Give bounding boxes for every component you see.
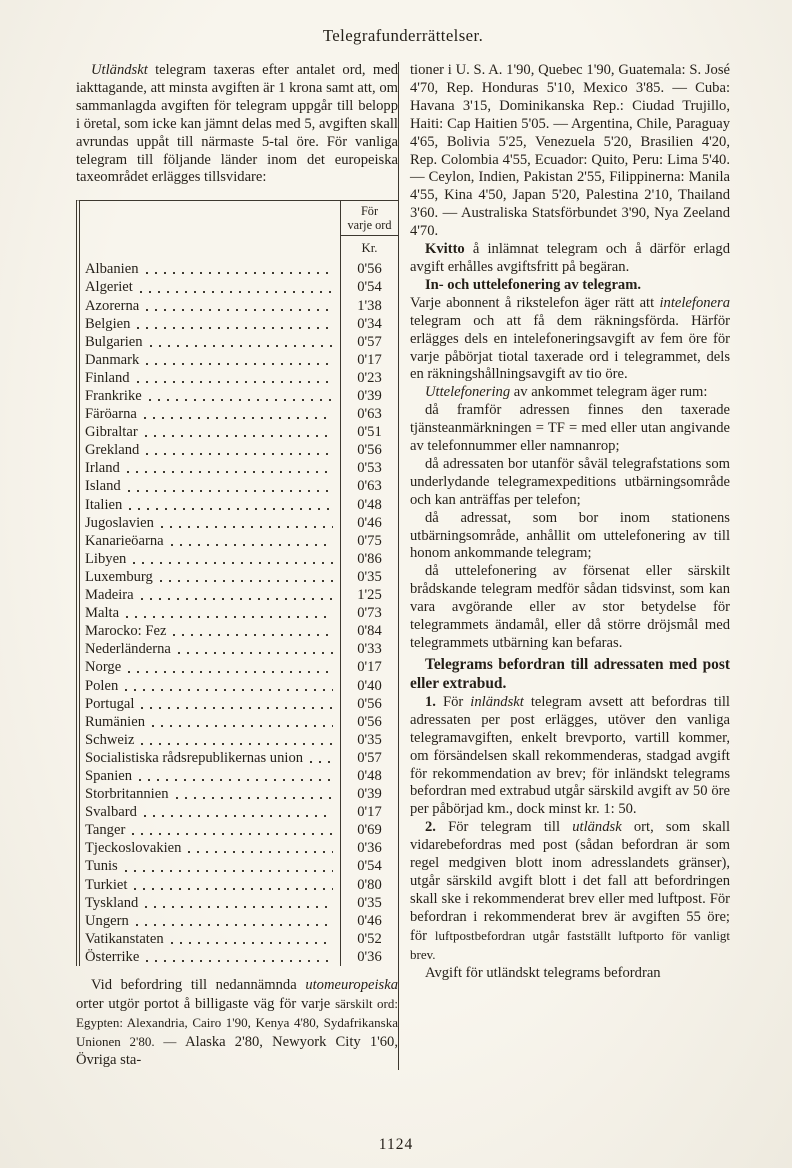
rate-row xyxy=(80,912,398,930)
country-cell xyxy=(80,658,340,676)
rate-row xyxy=(80,387,398,405)
country-name: Madeira xyxy=(85,587,134,604)
dot-leader xyxy=(137,381,333,383)
uttelefonering-case-1 xyxy=(410,402,730,456)
unit-spacer xyxy=(80,236,340,260)
rate-row xyxy=(80,514,398,532)
dot-leader xyxy=(173,634,333,636)
dot-leader xyxy=(171,942,333,944)
italic-run: utländsk xyxy=(572,819,622,836)
dot-leader xyxy=(140,291,333,293)
rate-row xyxy=(80,297,398,315)
per-word-header-cell xyxy=(340,201,398,236)
dot-leader xyxy=(161,526,333,528)
dot-leader xyxy=(141,743,333,745)
dot-leader xyxy=(128,490,333,492)
rate-row xyxy=(80,333,398,351)
dot-leader xyxy=(160,580,333,582)
rate-row xyxy=(80,876,398,894)
rate-value: 0'39 xyxy=(340,387,398,405)
dot-leader xyxy=(129,508,333,510)
rate-row xyxy=(80,948,398,966)
intelefonering-paragraph xyxy=(410,295,730,385)
country-cell xyxy=(80,550,340,568)
country-name: Italien xyxy=(85,496,123,513)
rate-row xyxy=(80,622,398,640)
rate-value: 0'17 xyxy=(340,351,398,369)
italic-run: utomeuropeiska xyxy=(305,977,398,993)
country-cell xyxy=(80,930,340,948)
country-cell xyxy=(80,423,340,441)
rate-row xyxy=(80,532,398,550)
country-name: Belgien xyxy=(85,315,131,332)
text-run: Varje abonnent å rikstelefon äger rätt att xyxy=(410,294,660,311)
country-cell xyxy=(80,622,340,640)
country-name: Luxemburg xyxy=(85,568,153,585)
dot-leader xyxy=(125,870,333,872)
section-heading-befordran xyxy=(410,655,730,693)
dot-leader xyxy=(141,598,333,600)
italic-run: Utländskt xyxy=(91,62,148,78)
dot-leader xyxy=(146,363,333,365)
country-name: Norge xyxy=(85,659,122,676)
rate-row xyxy=(80,713,398,731)
country-cell xyxy=(80,459,340,477)
rate-row xyxy=(80,821,398,839)
country-name: Schweiz xyxy=(85,731,135,748)
text-run: då adressaten bor utanför såväl telegrafstations som underlydande telegramexpeditions utbärningsområde och kan anträffas per telefon; xyxy=(410,455,730,508)
text-run: telegram avsett att befordras till adressaten per post erlägges, utöver den vanliga telegramavgiften, enkelt brevporto, vartill kommer, om försändelsen skall rekommenderas, stadgad avgift för rekommendation av brev; för inländskt telegrams befordran med extrabud utgår särskild avgift av 50 öre per påbörjad km., dock minst kr. 1: 50. xyxy=(410,693,730,818)
rate-value: 0'33 xyxy=(340,640,398,658)
dot-leader xyxy=(126,616,333,618)
rate-value: 1'25 xyxy=(340,586,398,604)
country-name: Kanarieöarna xyxy=(85,532,164,549)
rate-value: 0'48 xyxy=(340,496,398,514)
country-cell xyxy=(80,948,340,966)
country-name: Nederländerna xyxy=(85,641,171,658)
country-name: Azorerna xyxy=(85,297,140,314)
left-column xyxy=(76,62,398,1070)
rate-value: 0'23 xyxy=(340,369,398,387)
rate-row xyxy=(80,459,398,477)
rate-table-unit-row xyxy=(80,236,398,260)
rate-row xyxy=(80,586,398,604)
outro-paragraph xyxy=(76,977,398,1070)
rate-value: 0'46 xyxy=(340,514,398,532)
rate-value: 0'35 xyxy=(340,731,398,749)
bold-run: In- och uttelefonering av telegram. xyxy=(425,276,642,293)
country-name: Albanien xyxy=(85,261,139,278)
country-name: Vatikanstaten xyxy=(85,930,164,947)
italic-run: inländskt xyxy=(470,693,524,710)
rate-row xyxy=(80,369,398,387)
dot-leader xyxy=(146,453,333,455)
page-title: Telegrafunderrättelser. xyxy=(322,26,484,45)
rate-row xyxy=(80,278,398,296)
dot-leader xyxy=(188,851,333,853)
rate-value: 0'73 xyxy=(340,604,398,622)
rate-value: 0'57 xyxy=(340,333,398,351)
country-name: Spanien xyxy=(85,767,133,784)
dot-leader xyxy=(128,671,333,673)
country-name: Algeriet xyxy=(85,279,133,296)
uttelefonering-case-2 xyxy=(410,456,730,510)
rate-value: 0'17 xyxy=(340,658,398,676)
dot-leader xyxy=(146,309,333,311)
uttelefonering-case-3 xyxy=(410,510,730,564)
country-cell xyxy=(80,857,340,875)
text-run: För xyxy=(435,693,471,710)
country-name: Färöarna xyxy=(85,406,137,423)
per-word-header-line2: varje ord xyxy=(347,217,392,232)
text-run: telegram och att få dem räkningsförda. Härför erlägges dels en intelefoneringsavgift av fem öre för varje påbörjat tiotal taxerade ord i telegrammet, dels en räkningshållningsavgift av tio öre. xyxy=(410,312,730,383)
country-cell xyxy=(80,785,340,803)
rate-row xyxy=(80,803,398,821)
text-run: Alaska 2'80, Newyork City 1'60, Övriga sta- xyxy=(76,1033,398,1068)
rate-value: 0'54 xyxy=(340,857,398,875)
country-cell xyxy=(80,351,340,369)
right-column xyxy=(398,62,730,1070)
country-name: Österrike xyxy=(85,948,140,965)
rate-row xyxy=(80,405,398,423)
rate-row xyxy=(80,731,398,749)
country-cell xyxy=(80,912,340,930)
text-run: luftpostbefordran utgår fastställt luftporto för vanligt brev. xyxy=(410,927,730,962)
rate-row xyxy=(80,677,398,695)
bold-run: Telegrams befordran till adressaten med post eller extrabud. xyxy=(410,655,730,692)
country-name: Tunis xyxy=(85,858,118,875)
bold-run: Kvitto xyxy=(425,241,465,258)
country-name: Grekland xyxy=(85,442,140,459)
dot-leader xyxy=(176,797,334,799)
country-name: Tyskland xyxy=(85,894,139,911)
text-run: Avgift för utländskt telegrams befordran xyxy=(425,964,661,981)
rate-value: 0'46 xyxy=(340,912,398,930)
country-cell xyxy=(80,894,340,912)
text-run: då adressat, som bor inom stationens utbärningsområde, anhållit om uttelefonering av till honom ankommande telegram; xyxy=(410,509,730,562)
rate-row xyxy=(80,496,398,514)
country-cell xyxy=(80,369,340,387)
rate-value: 0'86 xyxy=(340,550,398,568)
rate-value: 0'56 xyxy=(340,441,398,459)
dot-leader xyxy=(178,652,333,654)
country-name: Ungern xyxy=(85,912,129,929)
country-cell xyxy=(80,315,340,333)
rate-value: 0'84 xyxy=(340,622,398,640)
rate-row xyxy=(80,604,398,622)
rate-row xyxy=(80,894,398,912)
rate-value: 0'53 xyxy=(340,459,398,477)
rate-table xyxy=(76,200,398,966)
rate-value: 0'56 xyxy=(340,695,398,713)
country-cell xyxy=(80,803,340,821)
country-cell xyxy=(80,278,340,296)
section-heading-intelefonering xyxy=(410,277,730,295)
dot-leader xyxy=(133,562,333,564)
two-column-layout xyxy=(76,62,730,1070)
rate-row xyxy=(80,315,398,333)
country-cell xyxy=(80,749,340,767)
rate-row xyxy=(80,568,398,586)
country-name: Polen xyxy=(85,677,119,694)
dot-leader xyxy=(125,689,333,691)
country-cell xyxy=(80,260,340,278)
country-name: Svalbard xyxy=(85,804,137,821)
kvitto-paragraph xyxy=(410,241,730,277)
rate-row xyxy=(80,767,398,785)
text-run: telegram taxeras efter antalet ord, med iakttagande, att minsta avgiften är 1 krona samt att, om sammanlagda avgiften för telegram uppgår till belopp i öretal, som icke kan jämnt delas med 5, avgiften skall avrundas uppåt till närmaste 5-tal öre. För vanliga telegram till följande länder inom det europeiska taxeområdet erlägges tillsvidare: xyxy=(76,62,398,186)
rate-value: 0'48 xyxy=(340,767,398,785)
dot-leader xyxy=(146,960,333,962)
country-name: Bulgarien xyxy=(85,333,143,350)
country-cell xyxy=(80,839,340,857)
rate-rows xyxy=(80,260,398,966)
dot-leader xyxy=(171,544,333,546)
rate-row xyxy=(80,477,398,495)
closing-line xyxy=(410,965,730,983)
text-run: För telegram till xyxy=(435,819,573,836)
text-run: orter utgör portot å billigaste väg för varje xyxy=(76,995,336,1012)
country-cell xyxy=(80,713,340,731)
country-name: Tanger xyxy=(85,822,126,839)
country-name: Portugal xyxy=(85,695,135,712)
rate-table-header-row xyxy=(80,201,398,236)
text-run: särskilt ord: Egypten: Alexandria, Cairo 1'90, Kenya 4'80, Sydafrikanska Unionen 2'80. — xyxy=(76,995,399,1049)
dot-leader xyxy=(127,471,333,473)
rate-row xyxy=(80,785,398,803)
rate-value: 1'38 xyxy=(340,297,398,315)
country-cell xyxy=(80,477,340,495)
rate-value: 0'17 xyxy=(340,803,398,821)
text-run: å inlämnat telegram och å därför erlagd avgift erhålles avgiftsfritt på begäran. xyxy=(410,241,730,275)
country-cell xyxy=(80,821,340,839)
dot-leader xyxy=(149,399,333,401)
rate-value: 0'63 xyxy=(340,405,398,423)
country-name: Gibraltar xyxy=(85,424,138,441)
country-cell xyxy=(80,441,340,459)
country-cell xyxy=(80,405,340,423)
country-name: Frankrike xyxy=(85,388,142,404)
country-name: Libyen xyxy=(85,550,127,567)
country-cell xyxy=(80,695,340,713)
text-run: av ankommet telegram äger rum: xyxy=(510,384,708,401)
rate-value: 0'57 xyxy=(340,749,398,767)
rate-value: 0'34 xyxy=(340,315,398,333)
bold-run: 1. xyxy=(425,693,436,710)
rate-value: 0'39 xyxy=(340,785,398,803)
page-number: 1124 xyxy=(378,1136,414,1153)
country-cell xyxy=(80,496,340,514)
italic-run: Uttelefonering xyxy=(425,384,511,401)
dot-leader xyxy=(152,725,333,727)
country-name: Storbritannien xyxy=(85,786,169,803)
text-run: då uttelefonering av försenat eller särskilt brådskande telegram medför sådan tidsvinst, som kan vara avgörande eller av stor betydelse för telegrammets ändamål, eller då större dröjsmål med telegrammets utbärning kan befaras. xyxy=(410,563,730,651)
dot-leader xyxy=(145,435,333,437)
uttelefonering-intro xyxy=(410,384,730,402)
country-cell xyxy=(80,514,340,532)
country-cell xyxy=(80,640,340,658)
text-run: då framför adressen finnes den taxerade tjänsteanmärkningen = TF = med eller utan angivande av telefonnummer eller namnanrop; xyxy=(410,402,730,455)
befordran-point-2 xyxy=(410,819,730,964)
uttelefonering-case-4 xyxy=(410,563,730,653)
country-name: Socialistiska rådsrepublikernas union xyxy=(85,749,304,766)
rate-row xyxy=(80,441,398,459)
rate-row xyxy=(80,857,398,875)
dot-leader xyxy=(134,888,333,890)
dot-leader xyxy=(137,327,333,329)
bold-run: 2. xyxy=(425,819,436,836)
country-name: Tjeckoslovakien xyxy=(85,840,182,857)
country-cell xyxy=(80,568,340,586)
rate-value: 0'40 xyxy=(340,677,398,695)
country-cell xyxy=(80,767,340,785)
rate-value: 0'80 xyxy=(340,876,398,894)
text-run: tioner i U. S. A. 1'90, Quebec 1'90, Guatemala: S. José 4'70, Rep. Honduras 5'10, Mexico 3'85. — Cuba: Havana 3'15, Dominikanska Rep.: Ciudad Trujillo, Haiti: Cap Haitien 5'05. — Argentina, Chile, Paraguay 4'65, Bolivia 5'25, Venezuela 5'20, Brasilien 4'20, Rep. Colombia 4'55, Ecuador: Quito, Peru: Lima 5'40. — Ceylon, Indien, Pakistan 2'55, Filippinerna: Manila 4'55, Kina 4'50, Japan 5'20, Palestina 2'10, Thailand 3'60. — Australiska Statsförbundet 3'90, Nya Zeeland 4'70. xyxy=(410,62,730,240)
country-cell xyxy=(80,333,340,351)
rate-row xyxy=(80,550,398,568)
unit-label: Kr. xyxy=(340,236,398,260)
intro-paragraph xyxy=(76,62,398,187)
dot-leader xyxy=(136,924,333,926)
rate-value: 0'36 xyxy=(340,948,398,966)
rate-value: 0'56 xyxy=(340,260,398,278)
rate-value: 0'54 xyxy=(340,278,398,296)
rate-row xyxy=(80,749,398,767)
country-cell xyxy=(80,876,340,894)
rate-row xyxy=(80,423,398,441)
dot-leader xyxy=(144,417,333,419)
dot-leader xyxy=(146,272,334,274)
country-cell xyxy=(80,677,340,695)
rate-value: 0'36 xyxy=(340,839,398,857)
rate-value: 0'75 xyxy=(340,532,398,550)
rate-row xyxy=(80,260,398,278)
per-word-header-line1: För xyxy=(360,204,379,219)
dot-leader xyxy=(310,761,333,763)
rate-row xyxy=(80,640,398,658)
country-cell xyxy=(80,532,340,550)
dot-leader xyxy=(141,707,333,709)
italic-run: intelefonera xyxy=(659,294,730,311)
dot-leader xyxy=(132,833,333,835)
rate-row xyxy=(80,930,398,948)
country-name: Danmark xyxy=(85,351,140,368)
country-name: Turkiet xyxy=(85,876,128,893)
rate-value: 0'35 xyxy=(340,894,398,912)
rate-value: 0'69 xyxy=(340,821,398,839)
dot-leader xyxy=(144,815,333,817)
dot-leader xyxy=(139,779,333,781)
country-name: Malta xyxy=(85,605,120,622)
country-cell xyxy=(80,604,340,622)
country-cell xyxy=(80,387,340,405)
header-spacer xyxy=(80,201,340,236)
country-name: Rumänien xyxy=(85,713,145,730)
country-cell xyxy=(80,731,340,749)
rate-value: 0'35 xyxy=(340,568,398,586)
rate-row xyxy=(80,839,398,857)
country-cell xyxy=(80,586,340,604)
dot-leader xyxy=(145,906,333,908)
befordran-point-1 xyxy=(410,694,730,819)
country-name: Jugoslavien xyxy=(85,514,154,531)
rate-value: 0'56 xyxy=(340,713,398,731)
text-run: ort, som skall vidarebefordras med post (sådan befordran är som regel medgiven blott inom adresslandets gränser), utgår särskild avgift blott i det fall att befordringen skall ske i rekommenderat brev eller med luftpost. För befordran i rekommenderat brev är avgiften 55 öre; för xyxy=(410,819,730,944)
rate-value: 0'63 xyxy=(340,477,398,495)
rate-row xyxy=(80,658,398,676)
country-name: Finland xyxy=(85,369,130,386)
rate-row xyxy=(80,351,398,369)
rate-value: 0'52 xyxy=(340,930,398,948)
continuation-paragraph xyxy=(410,62,730,241)
country-name: Marocko: Fez xyxy=(85,623,167,640)
country-name: Irland xyxy=(85,460,120,477)
text-run: Vid befordring till nedannämnda xyxy=(91,977,306,993)
country-cell xyxy=(80,297,340,315)
rate-value: 0'51 xyxy=(340,423,398,441)
rate-row xyxy=(80,695,398,713)
country-name: Island xyxy=(85,478,121,495)
dot-leader xyxy=(150,345,333,347)
